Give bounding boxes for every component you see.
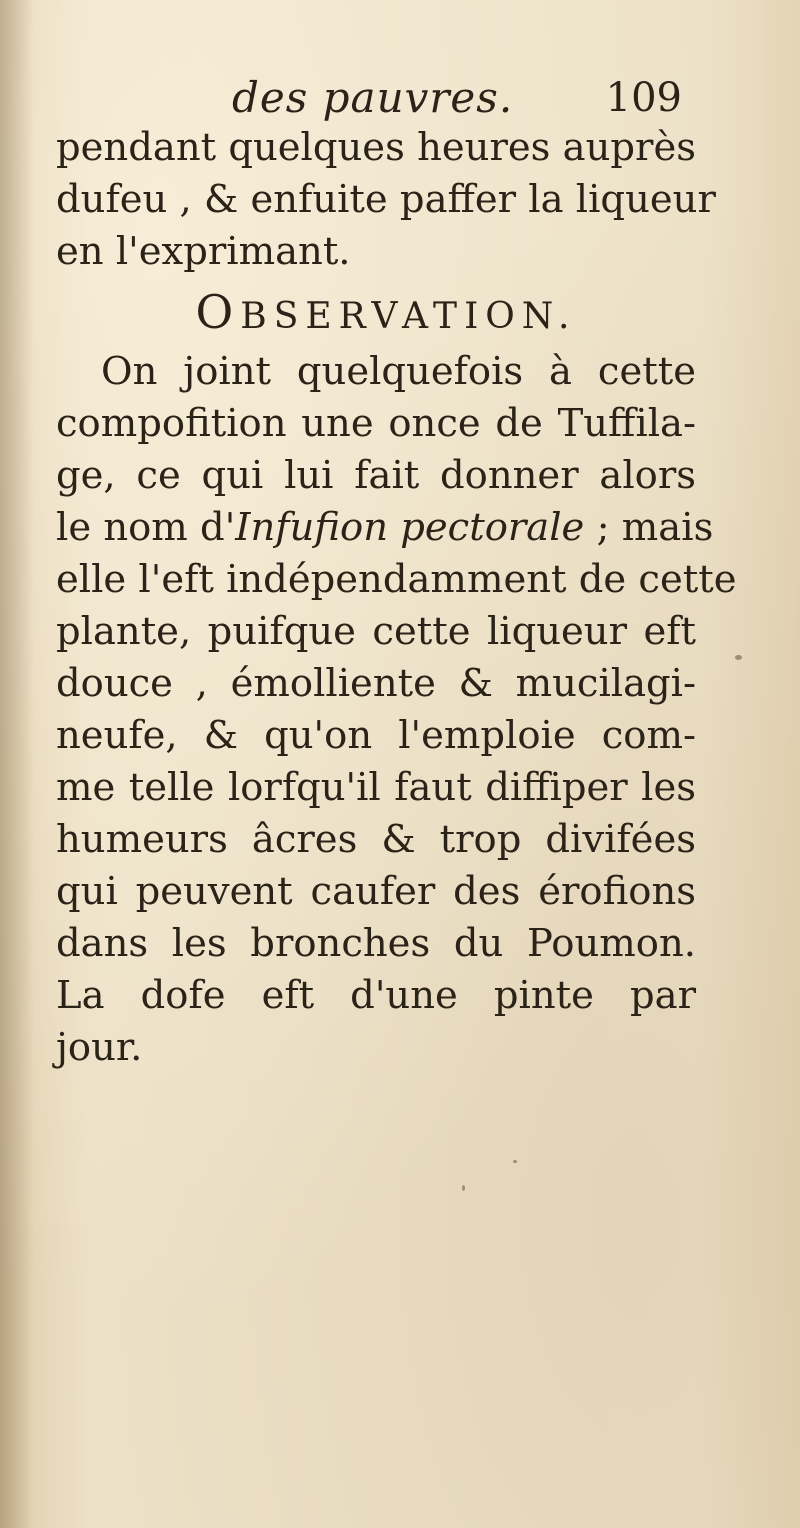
text-line: douce , émolliente & mucilagi- bbox=[56, 661, 696, 706]
text-line: jour. bbox=[56, 1025, 143, 1070]
text-span: ; mais bbox=[584, 505, 714, 550]
heading-rest: BSERVATION. bbox=[240, 296, 577, 337]
text-line: On joint quelquefois à cette bbox=[101, 349, 696, 394]
text-line: plante, puifque cette liqueur eft bbox=[56, 609, 696, 654]
text-line: dans les bronches du Poumon. bbox=[56, 921, 696, 966]
ink-speck bbox=[462, 1185, 465, 1191]
page-header bbox=[232, 70, 682, 126]
page-number: 109 bbox=[605, 75, 682, 121]
ink-speck bbox=[513, 1160, 517, 1163]
text-line: ge, ce qui lui fait donner alors bbox=[56, 453, 696, 498]
section-heading bbox=[56, 278, 696, 346]
text-line: neufe, & qu'on l'emploie com- bbox=[56, 713, 696, 758]
text-line: humeurs âcres & trop divifées bbox=[56, 817, 696, 862]
ink-speck bbox=[735, 655, 742, 660]
text-line-mixed bbox=[56, 502, 714, 554]
heading-initial: O bbox=[195, 285, 241, 339]
text-line: me telle lorfqu'il faut diffiper les bbox=[56, 765, 696, 810]
binding-shadow bbox=[0, 0, 34, 1528]
text-line: elle l'eft indépendamment de cette bbox=[56, 557, 737, 602]
text-line: La dofe eft d'une pinte par bbox=[56, 973, 696, 1018]
text-line: compofition une once de Tuffila- bbox=[56, 401, 696, 446]
text-line: qui peuvent caufer des érofions bbox=[56, 869, 696, 914]
body-text bbox=[56, 122, 737, 1074]
italic-term: Infufion pectorale bbox=[235, 505, 585, 550]
text-span: le nom d' bbox=[56, 505, 236, 550]
text-line: en l'exprimant. bbox=[56, 229, 351, 274]
text-line: pendant quelques heures auprès bbox=[56, 125, 696, 170]
running-title: des pauvres. bbox=[232, 73, 514, 122]
text-line: dufeu , & enfuite paffer la liqueur bbox=[56, 177, 716, 222]
